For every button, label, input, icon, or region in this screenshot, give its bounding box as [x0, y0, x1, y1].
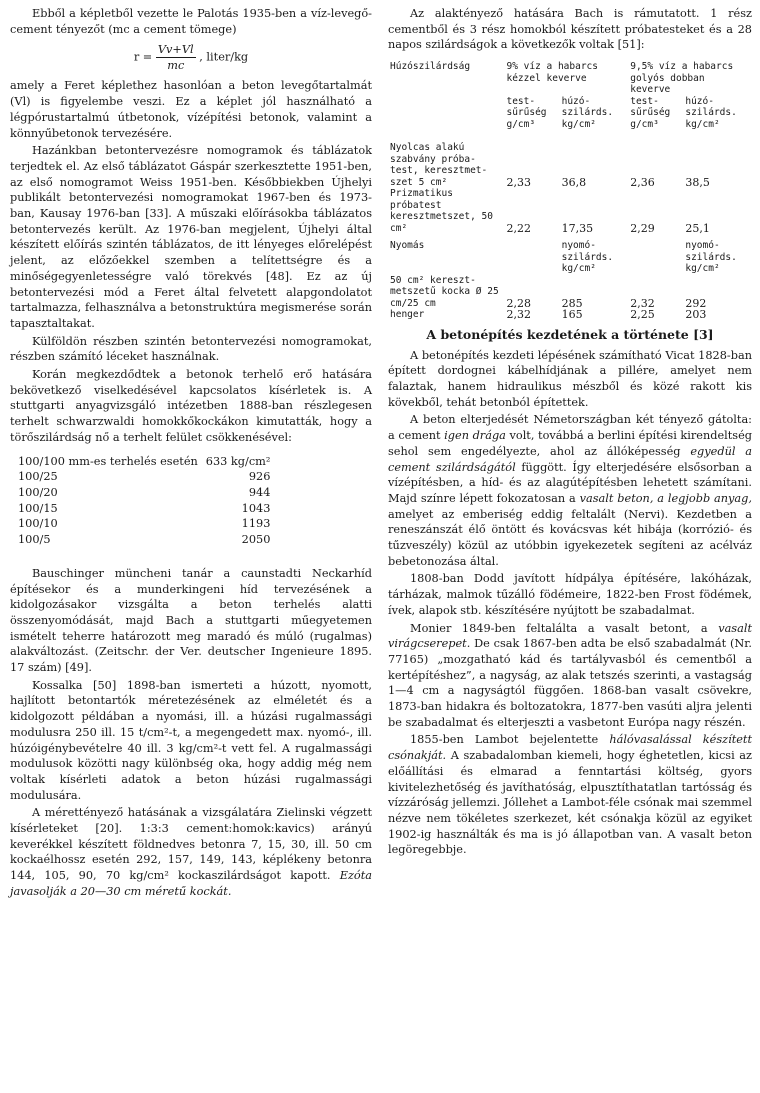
paragraph — [388, 732, 752, 858]
text-run: A szabadalomban kiemeli, hogy éghetetlen, kicsi az előállítási és elmarad a fenntartási költség, gyors kivitelezhetőség és javíthatóság, elpusztíthatatlan tartósság és vízzáróság jellemzi. Jóllehet a Lambot-féle csónak mai szemmel nézve nem tökéletes szerkezet, két csónakja közül az egyiket 1902-ig használták és ma is jó állapotban van. A vasalt beton legöregebbje. — [388, 749, 752, 857]
left-column — [10, 6, 372, 900]
table-row — [18, 454, 270, 470]
table-header: test-sűrűség g/cm³ — [506, 95, 547, 130]
text-run: A mérettényező hatásának a vizsgálatára Zielinski végzett kísérleteket [20]. 1:3:3 cement:homok:kavics) arányú keverékkel készített földnedves betonra 7, 15, 30, ill. 50 cm kockaélhossz esetén 292, 157, 149, 143, képlékeny betonra 144, 105, 90, 70 kg/cm² kockaszilárdságot kapott. — [10, 806, 372, 883]
table-row — [388, 188, 752, 234]
formula-unit: , liter/kg — [199, 50, 249, 64]
table-cell: 944 — [248, 485, 271, 499]
table-cell: 100/100 mm-es terhelés esetén — [18, 454, 198, 468]
text-run: A beton elterjedését Németországban két tényező gátolta: a cement — [388, 413, 752, 443]
table-header-row — [388, 240, 752, 275]
table-row — [18, 501, 270, 517]
table-header: Nyomás — [390, 240, 425, 252]
paragraph: Ebből a képletből vezette le Palotás 1935-ben a víz-levegő-cement tényezőt (mc a cement tömege) — [10, 7, 372, 36]
table-cell: 1193 — [241, 517, 271, 531]
table-row — [18, 516, 270, 532]
text-run: De csak 1867-ben adta be első szabadalmát (Nr. 77165) „mozgatható kád és tartályvasból és cementből a kertépítéshez”, a nagyság, az alak tetszés szerinti, a vastagság 1—4 cm a nagyságtól függően. 1868-ban vasalt csövekre, 1873-ban hidakra és boltozatokra, 1877-ben vasúti aljra jelenti be szabadalmat és elterjeszti a vasbetont Európa nagy részén. — [388, 637, 752, 729]
paragraph — [388, 412, 752, 569]
paragraph: A betonépítés kezdeti lépésének számítható Vicat 1828-ban épített dordognei kábelhídjának a pillére, amelyet nem falaztak, hanem hidraulikus mészből és közé rakott kis kövekből, tehát betonból építettek. — [388, 348, 752, 409]
italic-text: vasalt virágcserepet. — [388, 621, 752, 651]
paragraph — [10, 805, 372, 899]
table-row — [18, 485, 270, 501]
italic-text: igen drága — [444, 429, 506, 443]
table-cell: 50 cm² kereszt-metszetű kocka Ø 25 cm/25 cm — [390, 274, 499, 309]
table-cell: Nyolcas alakú szabvány próba-test, keresztmet-szet 5 cm² — [390, 142, 488, 188]
table-row — [18, 532, 270, 548]
table-row — [388, 142, 752, 188]
formula-lhs: r = — [133, 50, 153, 64]
table-cell: 2,36 — [630, 175, 655, 189]
table-cell: 100/20 — [18, 485, 58, 499]
text-run: volt, továbbá a berlini építési kirendeltség sehol sem engedélyezte, ahol az állóképesség — [388, 429, 753, 458]
table-cell: 165 — [561, 308, 583, 322]
table-cell: 2,33 — [506, 175, 531, 189]
paragraph: Külföldön részben szintén betontervezési nomogramokat, részben számító léceket használnak. — [10, 334, 372, 364]
formula-numerator: Vv+Vl — [157, 43, 194, 57]
table-header: 9% víz a habarcs kézzel keverve — [506, 61, 598, 84]
table-cell: 100/10 — [18, 517, 58, 531]
table-cell: henger — [390, 309, 425, 321]
table-header: húzó-szilárds. kg/cm² — [561, 95, 614, 130]
table-header: nyomó-szilárds. kg/cm² — [685, 240, 737, 275]
table-cell: 2,32 — [630, 296, 655, 310]
paragraph: 1808-ban Dodd javított hídpálya építésére, lakóházak, tárházak, malmok tűzálló födémeire, 1822-ben Frost födémek, ívek, alapok stb. készítésére nyújtott be szabadalmat. — [388, 572, 752, 617]
table-header: nyomó-szilárds. kg/cm² — [561, 240, 614, 275]
table-cell: 285 — [561, 296, 583, 310]
text-run: amelyet az emberiség eddig feltalált (Nervi). Kezdetben a reneszánszát élő öntött és kovácsvas két hibája (korrózió- és tűzveszély) közül az utóbbin igyekezetek segíteni az acélváz bebetonozása által. — [388, 507, 752, 568]
load-ratio-table — [18, 454, 270, 548]
right-column — [388, 6, 752, 858]
table-cell: 36,8 — [561, 175, 587, 189]
table-cell: 25,1 — [685, 221, 710, 235]
table-cell: 292 — [685, 296, 707, 310]
table-cell: 2,32 — [506, 308, 531, 322]
table-cell: 100/5 — [18, 533, 51, 547]
table-cell: 38,5 — [685, 175, 710, 189]
text-run: függött. Így elterjedésére elsősorban a vízépítésben, a híd- és az alagútépítésben lehetett számítani. Majd színre lépett fokozatosan a — [388, 460, 752, 505]
table-cell: 926 — [248, 470, 271, 484]
formula — [10, 42, 372, 73]
table-row — [388, 309, 752, 321]
italic-text: vasalt beton, a legjobb anyag, — [579, 491, 752, 505]
section-heading: A betonépítés kezdetének a története [3] — [426, 326, 714, 342]
table-cell: 2050 — [241, 533, 271, 547]
table-cell: 2,29 — [630, 221, 655, 235]
paragraph — [388, 621, 752, 731]
paragraph: Bauschinger müncheni tanár a caunstadti Neckarhíd építésekor és a munderkingeni híd tervezésének a kidolgozásakor vizsgálta a beton terhelés alatti összenyomódását, majd Bach a stuttgarti műegyetemen ismételt teherre határozott meg maradó és múló (rugalmas) alakváltozást. (Zeitschr. der Ver. deutscher Ingenieure 1895. 17 szám) [49]. — [10, 566, 372, 675]
table-row — [18, 469, 270, 485]
table-row — [388, 275, 752, 310]
table-cell: Prizmatikus próbatest keresztmetszet, 50 cm² — [390, 188, 493, 234]
paragraph: Az alaktényező hatására Bach is rámutatott. 1 rész cementből és 3 rész homokból készített próbatesteket és a 28 napos szilárdságok a következők voltak [51]: — [388, 7, 752, 52]
table-cell: 633 kg/cm² — [205, 454, 271, 468]
formula-fraction — [156, 42, 196, 73]
paragraph: amely a Feret képlethez hasonlóan a beton levegőtartalmát (Vl) is figyelembe veszi. Ez a képlet jól használható a légpórustartalmú útbetonok, vízépítési betonok, valamint a könnyűbetonok tervezésére. — [10, 79, 372, 140]
table-header: húzó-szilárds. kg/cm² — [685, 95, 737, 130]
italic-text: egyedül a cement szilárdságától — [388, 444, 753, 474]
table-header: test-sűrűség g/cm³ — [630, 95, 671, 130]
table-header-row — [388, 96, 752, 131]
table-cell: 2,28 — [506, 296, 531, 310]
formula-denominator: mc — [167, 59, 185, 73]
text-run: Monier 1849-ben feltalálta a vasalt betont, a — [410, 621, 708, 635]
table-cell: 100/15 — [18, 501, 58, 515]
table-cell: 100/25 — [18, 470, 58, 484]
italic-text: Ezóta javasolják a 20—30 cm méretű kockát. — [10, 869, 373, 898]
table-header: 9,5% víz a habarcs golyós dobban keverve — [630, 61, 734, 96]
table-cell: 17,35 — [561, 221, 594, 235]
bach-strength-table — [388, 61, 752, 321]
table-header-row — [388, 61, 752, 96]
paragraph: Kossalka [50] 1898-ban ismerteti a húzott, nyomott, hajlított betontartók méretezésének az elméletét és a kidolgozott példában a nyomási, ill. a húzási rugalmassági modulusra 250 ill. 15 t/cm²-t, a megengedett max. nyomó-, ill. húzóigénybevételre 40 ill. 3 kg/cm²-t vett fel. A rugalmassági modulusok közötti nagy különbség oka, hogy addig még nem voltak kísérleti adatok a beton húzási rugalmassági modulusára. — [10, 678, 372, 802]
paragraph: Hazánkban betontervezésre nomogramok és táblázatok terjedtek el. Az első táblázatot Gáspár szerkesztette 1951-ben, az első nomogramot Weiss 1951-ben. Későbbiekben Újhelyi publikált betontervezési nomogramokat 1967-ben és 1973-ban, Kausay 1976-ban [33]. A műszaki előírásokba táblázatos betontervezés került. Az 1976-ban megjelent, Újhelyi által készített előírás szintén táblázatos, de itt lényeges előrelépést jelent, az előzőekkel szemben a telítettségre és a minőségegyenletességre való törekvés [48]. Ez az új betontervezési mód a Feret által felvetett alapgondolatot tartalmazza, felhasználva a betonstruktúra megismerése során tapasztaltakat. — [10, 144, 372, 330]
table-header: Húzószilárdság — [390, 61, 471, 73]
table-cell: 203 — [685, 308, 707, 322]
table-cell: 2,22 — [506, 221, 531, 235]
italic-text: hálóvasalással készített csónakját. — [388, 733, 752, 763]
table-cell: 1043 — [241, 501, 271, 515]
table-cell: 2,25 — [630, 308, 655, 322]
paragraph: Korán megkezdődtek a betonok terhelő erő hatására bekövetkező viselkedésével kapcsolatos kísérletek is. A stuttgarti anyagvizsgáló intézetben 1888-ban részlegesen terhelt schwarzwaldi homokkőkockákon kimutatták, hogy a törőszilárdság nő a terhelt felület csökkenésével: — [10, 368, 372, 444]
text-run: 1855-ben Lambot bejelentette — [410, 733, 599, 747]
